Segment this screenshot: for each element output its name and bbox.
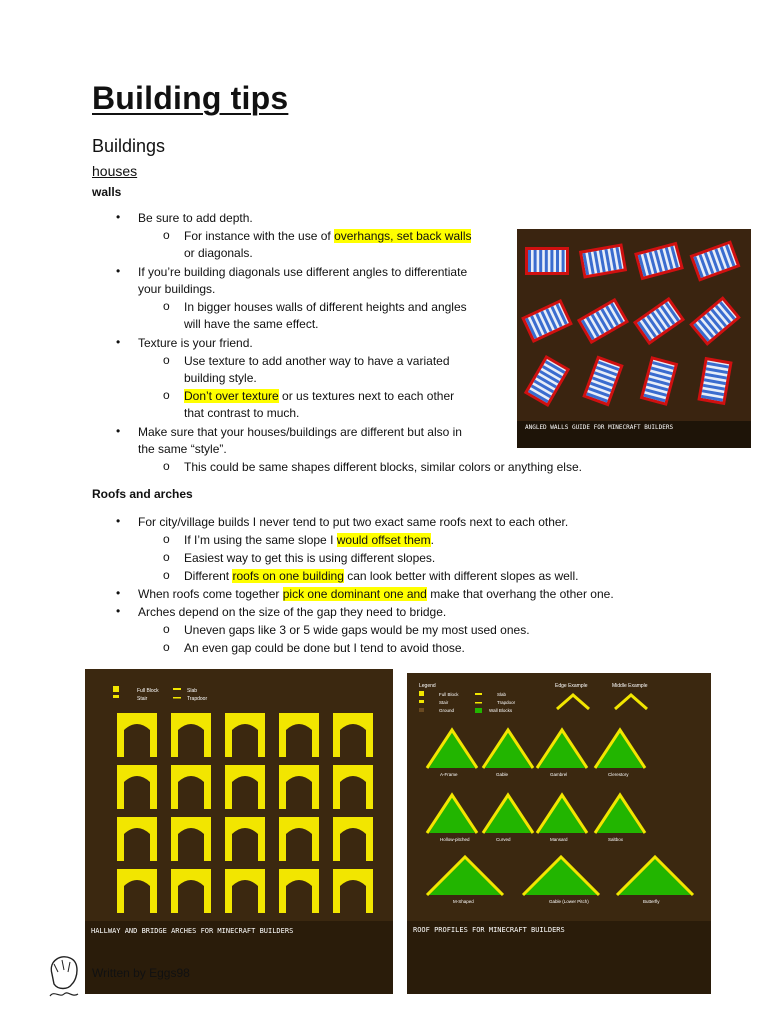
arch-shape — [333, 869, 373, 913]
list-item: Be sure to add depth. — [138, 211, 253, 225]
sub-bullet: o — [163, 622, 170, 636]
wall-panel — [579, 243, 627, 278]
arch-shape — [171, 869, 211, 913]
wall-panel — [525, 247, 569, 275]
list-item: In bigger houses walls of different heights and angles — [184, 300, 467, 314]
legend-title: Legend — [419, 683, 436, 689]
wall-panel — [577, 298, 629, 344]
wall-panel — [634, 242, 684, 280]
bullet: • — [116, 335, 121, 349]
wall-panel — [689, 296, 741, 346]
list-item: Easiest way to get this is using different slopes. — [184, 551, 436, 565]
roof-label: A-Frame — [440, 772, 458, 777]
list-item: Uneven gaps like 3 or 5 wide gaps would be my most used ones. — [184, 623, 530, 637]
sub-bullet: o — [163, 353, 170, 367]
legend-stair: Stair — [439, 700, 449, 705]
subsection-heading: houses — [92, 163, 138, 179]
list-item — [184, 388, 454, 405]
roof-label: Clerestory — [608, 772, 629, 777]
footer-author: Written by Eggs98 — [92, 966, 190, 980]
arch-shape — [171, 765, 211, 809]
arches-guide-image — [85, 669, 393, 994]
list-item-cont: building style. — [184, 371, 257, 385]
legend-wall-swatch — [475, 708, 482, 713]
list-item-cont: the same “style”. — [138, 442, 227, 456]
legend-trapdoor: Trapdoor — [497, 700, 516, 705]
roof-shape — [617, 857, 693, 895]
sub-bullet: o — [163, 640, 170, 654]
arch-shape — [279, 765, 319, 809]
legend-slab-swatch — [173, 688, 181, 690]
text: . — [430, 533, 434, 547]
legend-stair: Stair — [137, 696, 148, 702]
roof-label: Butterfly — [643, 899, 660, 904]
arch-shape — [333, 765, 373, 809]
roof-label: Saltbox — [608, 837, 624, 842]
arch-shape — [171, 713, 211, 757]
text: When roofs come together — [138, 587, 283, 601]
list-item: Texture is your friend. — [138, 336, 253, 350]
text: For instance with the use of — [184, 229, 335, 243]
bullet: • — [116, 586, 121, 600]
wall-panel — [640, 356, 678, 406]
roof-shape — [427, 795, 477, 833]
legend-full-swatch — [419, 691, 424, 696]
sub-bullet: o — [163, 459, 170, 473]
roof-shape — [595, 730, 645, 768]
sub-bullet: o — [163, 388, 170, 402]
angled-walls-guide-image — [517, 229, 751, 448]
wall-panel — [697, 357, 732, 405]
roof-label: Gambrel — [550, 772, 568, 777]
legend-slab: Slab — [187, 688, 198, 694]
sub-bullet: o — [163, 568, 170, 582]
arch-shape — [333, 713, 373, 757]
bullet: • — [116, 514, 121, 528]
list-item: This could be same shapes different blocks, similar colors or anything else. — [184, 460, 582, 474]
roof-label: Curved — [496, 837, 511, 842]
legend-trapdoor-swatch — [173, 697, 181, 699]
list-item: An even gap could be done but I tend to avoid those. — [184, 641, 465, 655]
roof-shape — [523, 857, 599, 895]
wall-panel — [690, 240, 741, 281]
roof-shape — [595, 795, 645, 833]
list-item — [184, 228, 471, 245]
highlight: would offset them — [336, 533, 431, 547]
arch-shape — [117, 817, 157, 861]
roof-profiles-guide-image — [407, 673, 711, 994]
roof-shape — [537, 795, 587, 833]
text: make that overhang the other one. — [426, 587, 614, 601]
legend-stair-swatch — [113, 695, 119, 698]
legend-full: Full Block — [137, 688, 159, 694]
highlight: roofs on one building — [232, 569, 344, 583]
middle-example-label: Middle Example — [612, 683, 648, 689]
caption: ROOF PROFILES FOR MINECRAFT BUILDERS — [413, 926, 565, 934]
bullet: • — [116, 604, 121, 618]
arch-shape — [225, 817, 265, 861]
roof-label: Hollow-pitched — [440, 837, 470, 842]
roof-label: Mansard — [550, 837, 568, 842]
roof-shape — [483, 795, 533, 833]
roof-shape — [537, 730, 587, 768]
list-item: For city/village builds I never tend to put two exact same roofs next to each other. — [138, 515, 569, 529]
roof-shape — [427, 730, 477, 768]
wall-panel — [633, 297, 685, 345]
sub-bullet: o — [163, 228, 170, 242]
section-heading: Buildings — [92, 136, 166, 156]
roof-shape — [427, 857, 503, 895]
text: Different — [184, 569, 233, 583]
list-item: Use texture to add another way to have a variated — [184, 354, 450, 368]
list-item: Make sure that your houses/buildings are different but also in — [138, 425, 462, 439]
highlight: Don’t over texture — [184, 389, 279, 403]
list-item-cont: that contrast to much. — [184, 406, 300, 420]
legend-ground: Ground — [439, 708, 455, 713]
text: can look better with different slopes as well. — [343, 569, 579, 583]
page-title: Building tips — [92, 80, 289, 116]
highlight: pick one dominant one and — [282, 587, 427, 601]
roof-label: Gable (Lower Pitch) — [549, 899, 589, 904]
wall-panel — [524, 355, 570, 407]
list-item — [184, 532, 434, 549]
bullet: • — [116, 210, 121, 224]
roof-label: M-Shaped — [453, 899, 474, 904]
bullet: • — [116, 424, 121, 438]
list-item: If you’re building diagonals use different angles to differentiate — [138, 265, 468, 279]
roofs-heading: Roofs and arches — [92, 487, 193, 501]
highlight: overhangs, set back walls — [334, 229, 472, 243]
wall-panel — [521, 299, 573, 343]
caption: ANGLED WALLS GUIDE FOR MINECRAFT BUILDERS — [525, 424, 674, 431]
list-item-cont: will have the same effect. — [184, 317, 319, 331]
arch-shape — [279, 869, 319, 913]
arch-shape — [117, 713, 157, 757]
legend-slab-swatch — [475, 693, 482, 695]
arch-shape — [225, 765, 265, 809]
bullet: • — [116, 264, 121, 278]
legend-full-swatch — [113, 686, 119, 692]
legend-trapdoor-swatch — [475, 702, 482, 704]
arch-shape — [117, 765, 157, 809]
legend-trapdoor: Trapdoor — [187, 696, 208, 702]
walls-heading: walls — [92, 185, 122, 199]
list-item — [138, 586, 614, 603]
legend-wall: Wall Blocks — [489, 708, 513, 713]
legend-slab: Slab — [497, 692, 507, 697]
legend-ground-swatch — [419, 708, 424, 712]
arch-shape — [333, 817, 373, 861]
legend-full: Full Block — [439, 692, 459, 697]
roof-shape — [483, 730, 533, 768]
text: or us textures next to each other — [278, 389, 455, 403]
sub-bullet: o — [163, 299, 170, 313]
list-item-cont: your buildings. — [138, 282, 216, 296]
text: If I’m using the same slope I — [184, 533, 337, 547]
arch-shape — [225, 713, 265, 757]
arch-shape — [171, 817, 211, 861]
list-item — [184, 568, 578, 585]
author-logo — [44, 952, 84, 1002]
roof-label: Gable — [496, 772, 509, 777]
caption: HALLWAY AND BRIDGE ARCHES FOR MINECRAFT BUILDERS — [91, 927, 294, 935]
sub-bullet: o — [163, 550, 170, 564]
edge-example-label: Edge Example — [555, 683, 588, 689]
arch-shape — [225, 869, 265, 913]
legend-stair-swatch — [419, 700, 424, 703]
list-item-cont: or diagonals. — [184, 246, 253, 260]
wall-panel — [582, 356, 623, 407]
arch-shape — [117, 869, 157, 913]
list-item: Arches depend on the size of the gap they need to bridge. — [138, 605, 447, 619]
arch-shape — [279, 817, 319, 861]
example-shape — [557, 695, 647, 709]
arch-shape — [279, 713, 319, 757]
sub-bullet: o — [163, 532, 170, 546]
